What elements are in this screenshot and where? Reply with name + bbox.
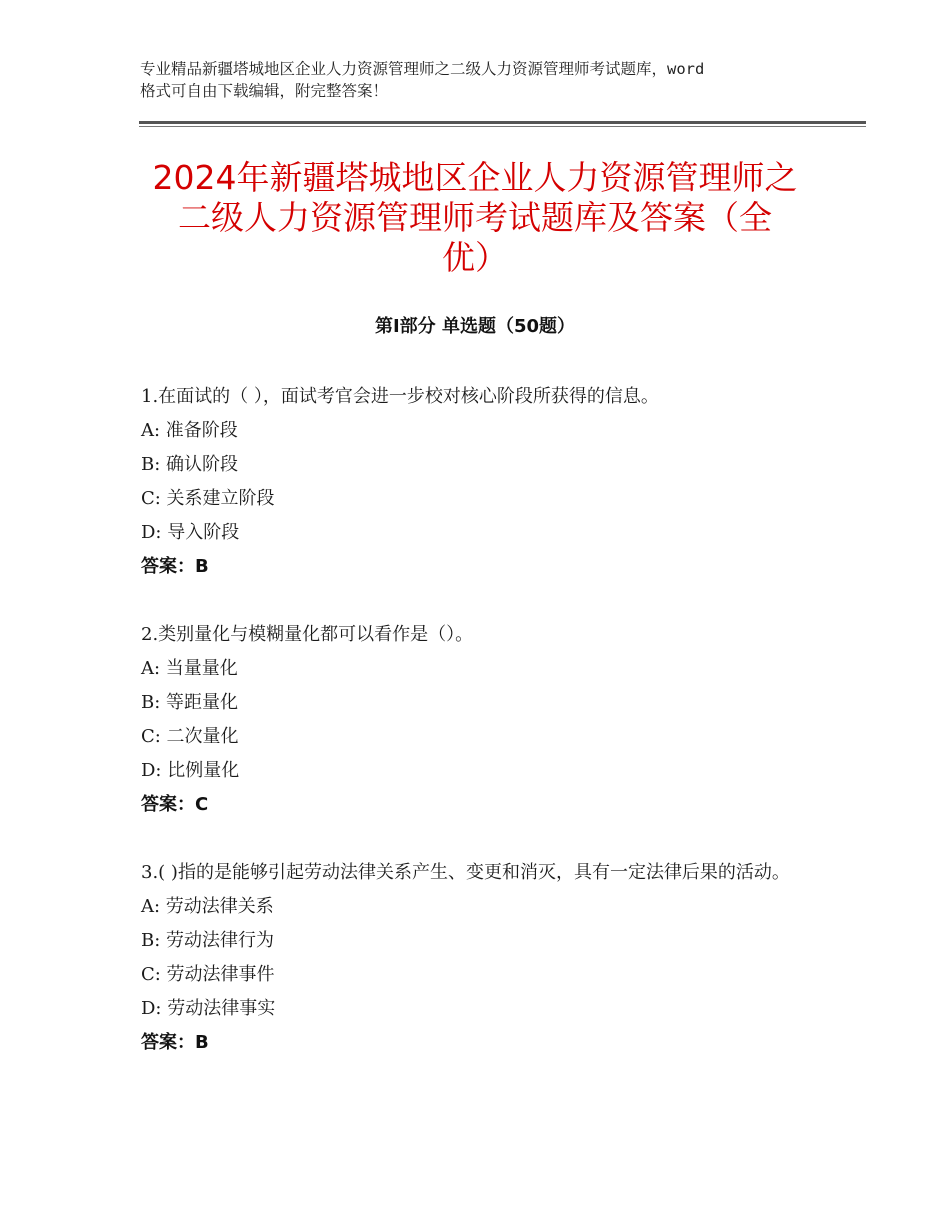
question-2 <box>141 618 831 822</box>
option-d: D: 劳动法律事实 <box>141 998 276 1019</box>
question-stem: 2.类别量化与模糊量化都可以看作是（）。 <box>141 624 474 645</box>
option-b: B: 等距量化 <box>141 692 239 713</box>
option-a: A: 当量量化 <box>141 658 238 679</box>
question-1 <box>141 380 831 584</box>
header-divider-thick <box>139 121 866 124</box>
header-divider-thin <box>139 126 866 127</box>
option-a: A: 劳动法律关系 <box>141 896 274 917</box>
option-b: B: 劳动法律行为 <box>141 930 275 951</box>
option-a: A: 准备阶段 <box>141 420 238 441</box>
option-c: C: 关系建立阶段 <box>141 488 275 509</box>
question-stem: 3.( )指的是能够引起劳动法律关系产生、变更和消灭，具有一定法律后果的活动。 <box>141 862 790 883</box>
header-note: 专业精品新疆塔城地区企业人力资源管理师之二级人力资源管理师考试题库，word 格式可自由下载编辑，附完整答案！ <box>140 60 705 100</box>
answer-label: 答案：B <box>141 1032 209 1053</box>
answer-label: 答案：C <box>141 794 209 815</box>
document-title-line-2: 二级人力资源管理师考试题库及答案（全 <box>178 198 772 237</box>
question-3 <box>141 856 831 1060</box>
document-title-line-3: 优） <box>442 238 508 277</box>
document-title-line-1: 2024年新疆塔城地区企业人力资源管理师之 <box>152 158 798 197</box>
question-stem: 1.在面试的（ ），面试考官会进一步校对核心阶段所获得的信息。 <box>141 386 659 407</box>
option-d: D: 比例量化 <box>141 760 240 781</box>
answer-label: 答案：B <box>141 556 209 577</box>
option-c: C: 二次量化 <box>141 726 239 747</box>
option-d: D: 导入阶段 <box>141 522 240 543</box>
document-title <box>120 158 830 278</box>
option-b: B: 确认阶段 <box>141 454 239 475</box>
option-c: C: 劳动法律事件 <box>141 964 275 985</box>
section-title: 第Ⅰ部分 单选题（50题） <box>374 316 575 337</box>
